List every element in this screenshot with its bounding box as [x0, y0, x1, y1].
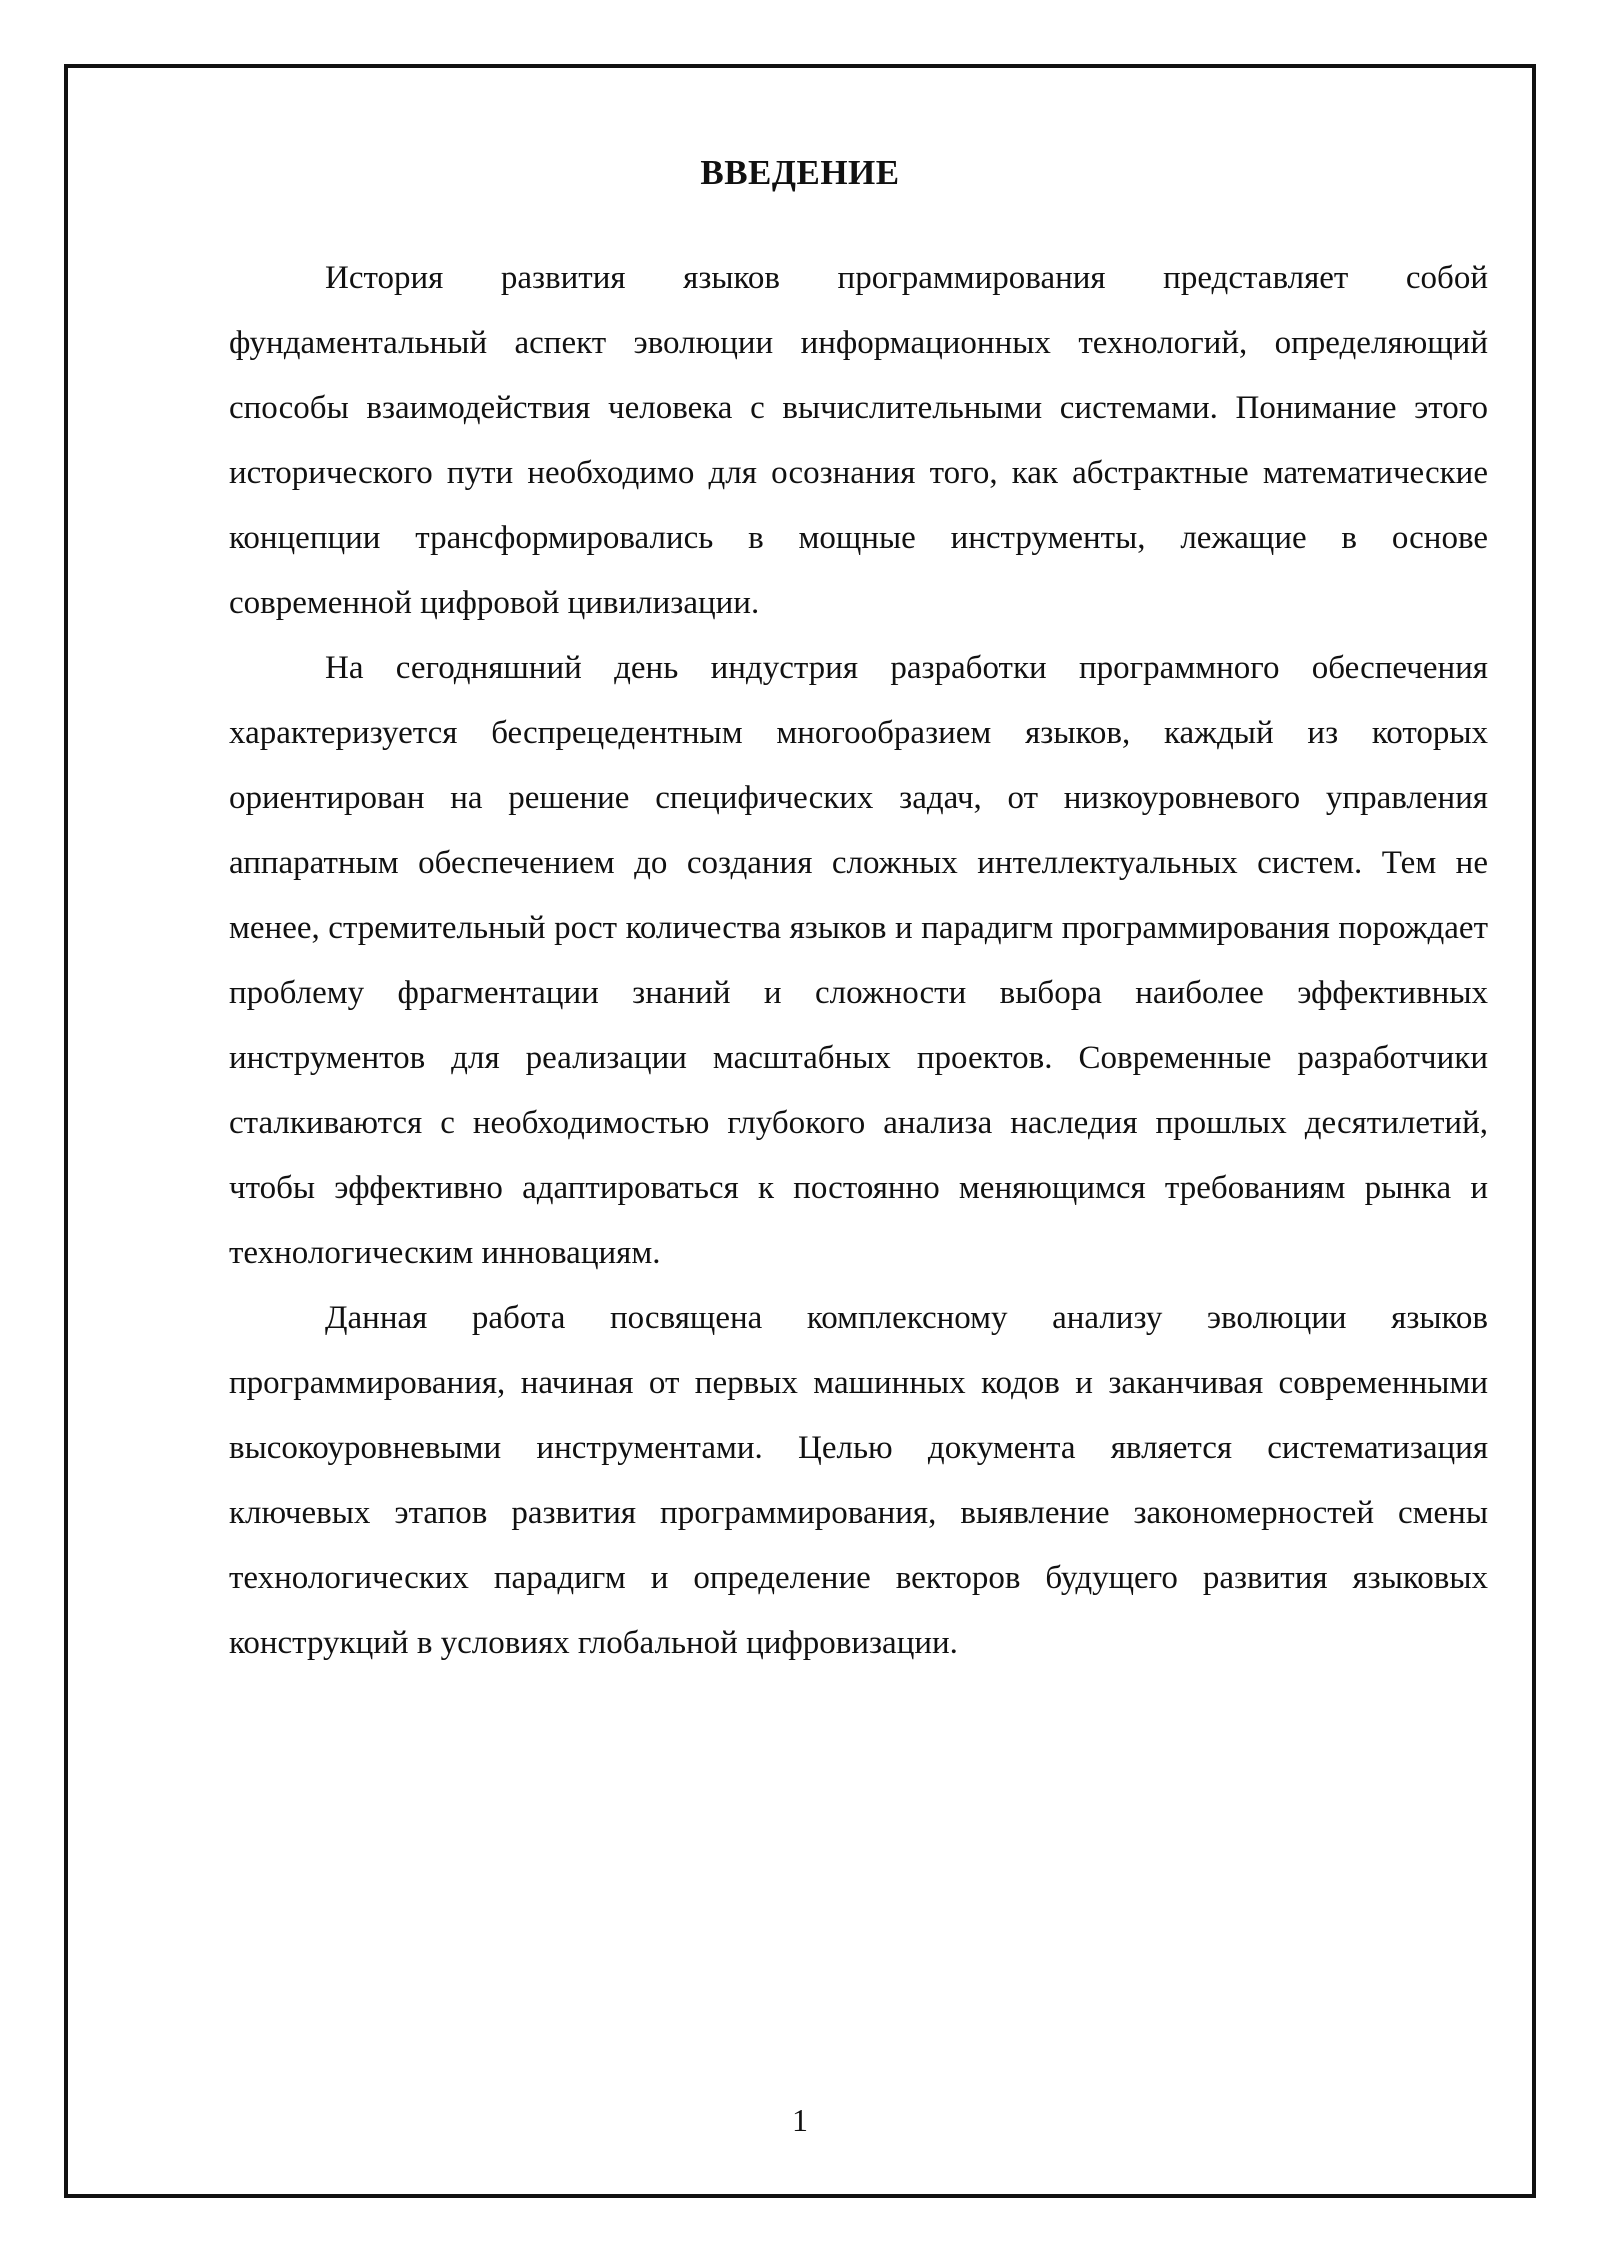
page-number: 1 [792, 2102, 808, 2138]
body-text [229, 246, 1488, 1676]
page-title: ВВЕДЕНИЕ [700, 153, 900, 192]
paragraph-1: История развития языков программирования представляет собой фундаментальный аспект эволюции информационных технологий, определяющий способы взаимодействия человека с вычислительными системами. Понимание этого исторического пути необходимо для осознания того, как абстрактные математические концепции трансформировались в мощные инструменты, лежащие в основе современной цифровой цивилизации. [229, 260, 1488, 621]
paragraph-3: Данная работа посвящена комплексному анализу эволюции языков программирования, начиная от первых машинных кодов и заканчивая современными высокоуровневыми инструментами. Целью документа является систематизация ключевых этапов развития программирования, выявление закономерностей смены технологических парадигм и определение векторов будущего развития языковых конструкций в условиях глобальной цифровизации. [229, 1300, 1488, 1661]
paragraph-2: На сегодняшний день индустрия разработки программного обеспечения характеризуется беспрецедентным многообразием языков, каждый из которых ориентирован на решение специфических задач, от низкоуровневого управления аппаратным обеспечением до создания сложных интеллектуальных систем. Тем не менее, стремительный рост количества языков и парадигм программирования порождает проблему фрагментации знаний и сложности выбора наиболее эффективных инструментов для реализации масштабных проектов. Современные разработчики сталкиваются с необходимостью глубокого анализа наследия прошлых десятилетий, чтобы эффективно адаптироваться к постоянно меняющимся требованиям рынка и технологическим инновациям. [229, 650, 1488, 1271]
